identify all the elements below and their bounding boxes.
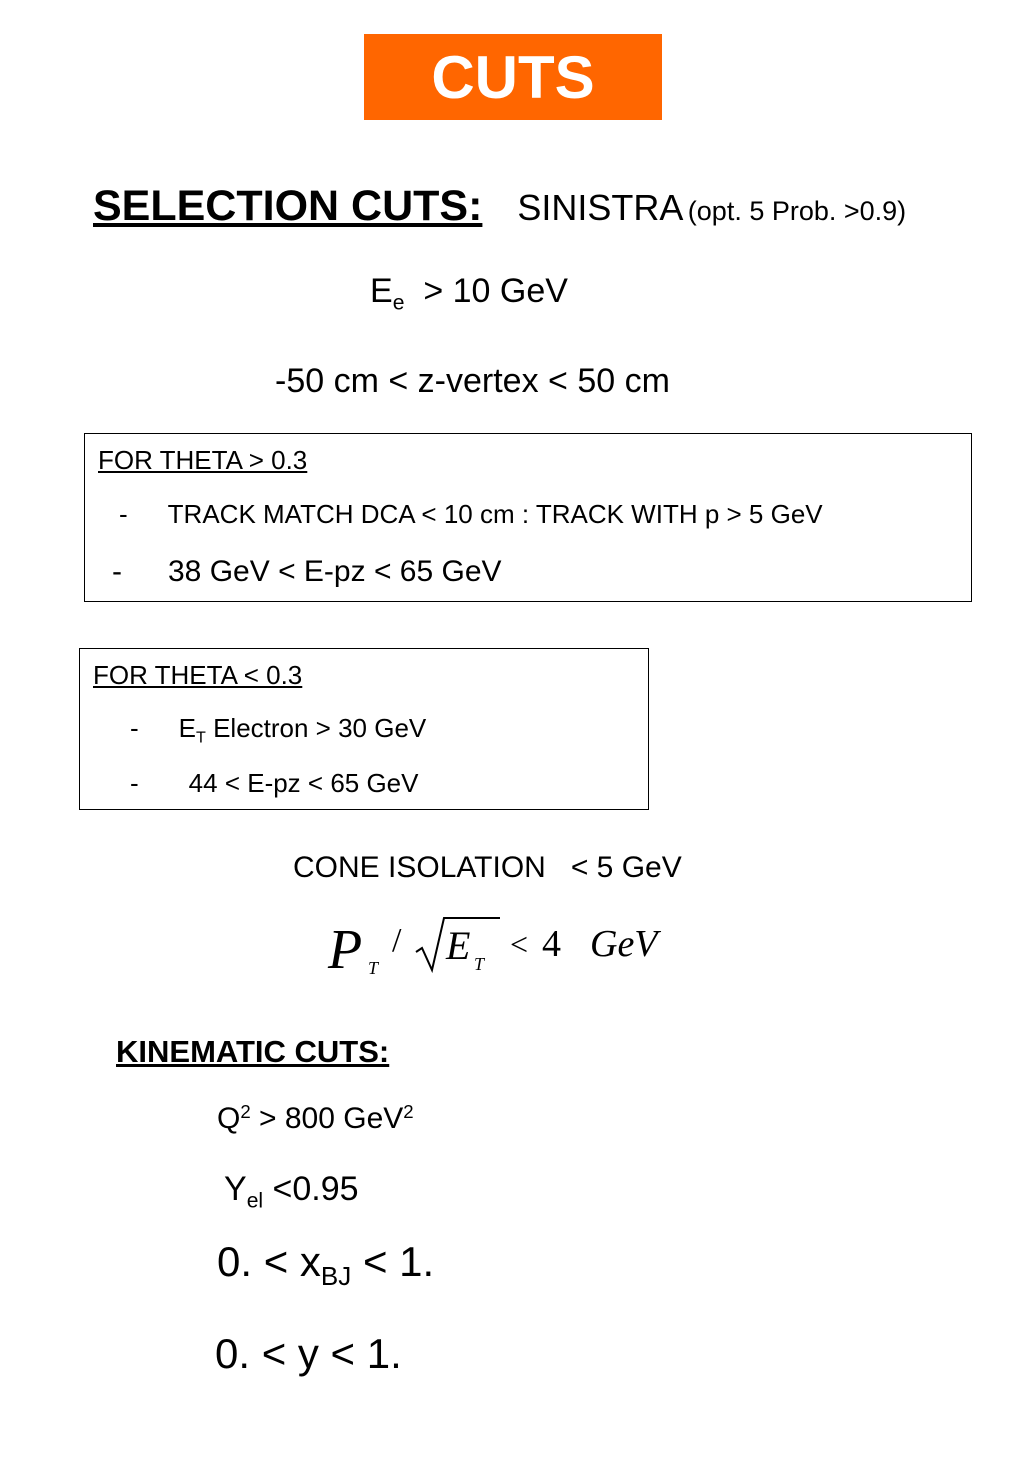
formula-less-than: < — [510, 926, 529, 962]
low-theta-item-1 — [130, 713, 427, 747]
page-title: CUTS — [431, 43, 595, 111]
q-symbol: Q — [217, 1102, 241, 1135]
formula-p-sub: T — [368, 958, 379, 978]
xbj-right: < 1. — [351, 1238, 435, 1285]
track-match-cut: TRACK MATCH DCA < 10 cm : TRACK WITH p > 5 GeV — [167, 499, 823, 529]
energy-symbol: E — [370, 272, 393, 310]
high-theta-item-1 — [119, 499, 823, 530]
et-symbol: E — [178, 713, 197, 743]
selection-heading-line — [93, 182, 906, 231]
xbj-left: 0. < x — [217, 1238, 321, 1285]
formula-slash: / — [392, 922, 402, 959]
q-superscript: 2 — [240, 1100, 251, 1122]
low-theta-header: FOR THETA < 0.3 — [93, 660, 303, 690]
low-theta-box — [79, 648, 649, 810]
energy-threshold: > 10 GeV — [423, 272, 568, 310]
gev-superscript: 2 — [403, 1100, 414, 1122]
algorithm-note: (opt. 5 Prob. >0.9) — [687, 196, 907, 226]
e-pz-cut: 44 < E-pz < 65 GeV — [188, 768, 419, 798]
bullet: - — [119, 499, 128, 529]
kinematic-heading: KINEMATIC CUTS: — [116, 1034, 390, 1069]
high-theta-header: FOR THETA > 0.3 — [98, 445, 308, 475]
formula-e: E — [446, 923, 471, 968]
bullet: - — [130, 768, 139, 798]
e-pz-cut: 38 GeV < E-pz < 65 GeV — [168, 555, 502, 588]
xbj-range — [217, 1238, 435, 1292]
cone-isolation: CONE ISOLATION < 5 GeV — [293, 851, 682, 884]
selection-heading: SELECTION CUTS: — [93, 182, 483, 230]
high-theta-item-2 — [112, 555, 502, 589]
et-electron-cut: Electron > 30 GeV — [205, 713, 427, 743]
energy-subscript: e — [392, 291, 405, 315]
vertex-cut: -50 cm < z-vertex < 50 cm — [275, 362, 670, 400]
energy-cut — [370, 272, 568, 315]
y-range: 0. < y < 1. — [215, 1330, 402, 1377]
y-subscript: el — [246, 1189, 264, 1213]
algorithm-name: SINISTRA — [517, 187, 684, 228]
bullet: - — [112, 555, 122, 588]
bullet: - — [130, 713, 139, 743]
et-subscript: T — [196, 728, 206, 747]
formula-value: 4 — [542, 923, 561, 965]
title-banner — [364, 34, 662, 120]
formula-p: P — [328, 919, 363, 981]
q2-cut — [217, 1102, 414, 1136]
high-theta-box — [84, 433, 972, 602]
low-theta-item-2 — [130, 768, 418, 799]
formula-e-sub: T — [474, 954, 485, 974]
yel-threshold: <0.95 — [263, 1170, 359, 1208]
y-symbol: Y — [224, 1170, 247, 1208]
yel-cut — [224, 1170, 359, 1213]
q2-threshold: > 800 GeV — [250, 1102, 404, 1135]
xbj-subscript: BJ — [320, 1261, 352, 1292]
formula-unit: GeV — [590, 923, 658, 965]
